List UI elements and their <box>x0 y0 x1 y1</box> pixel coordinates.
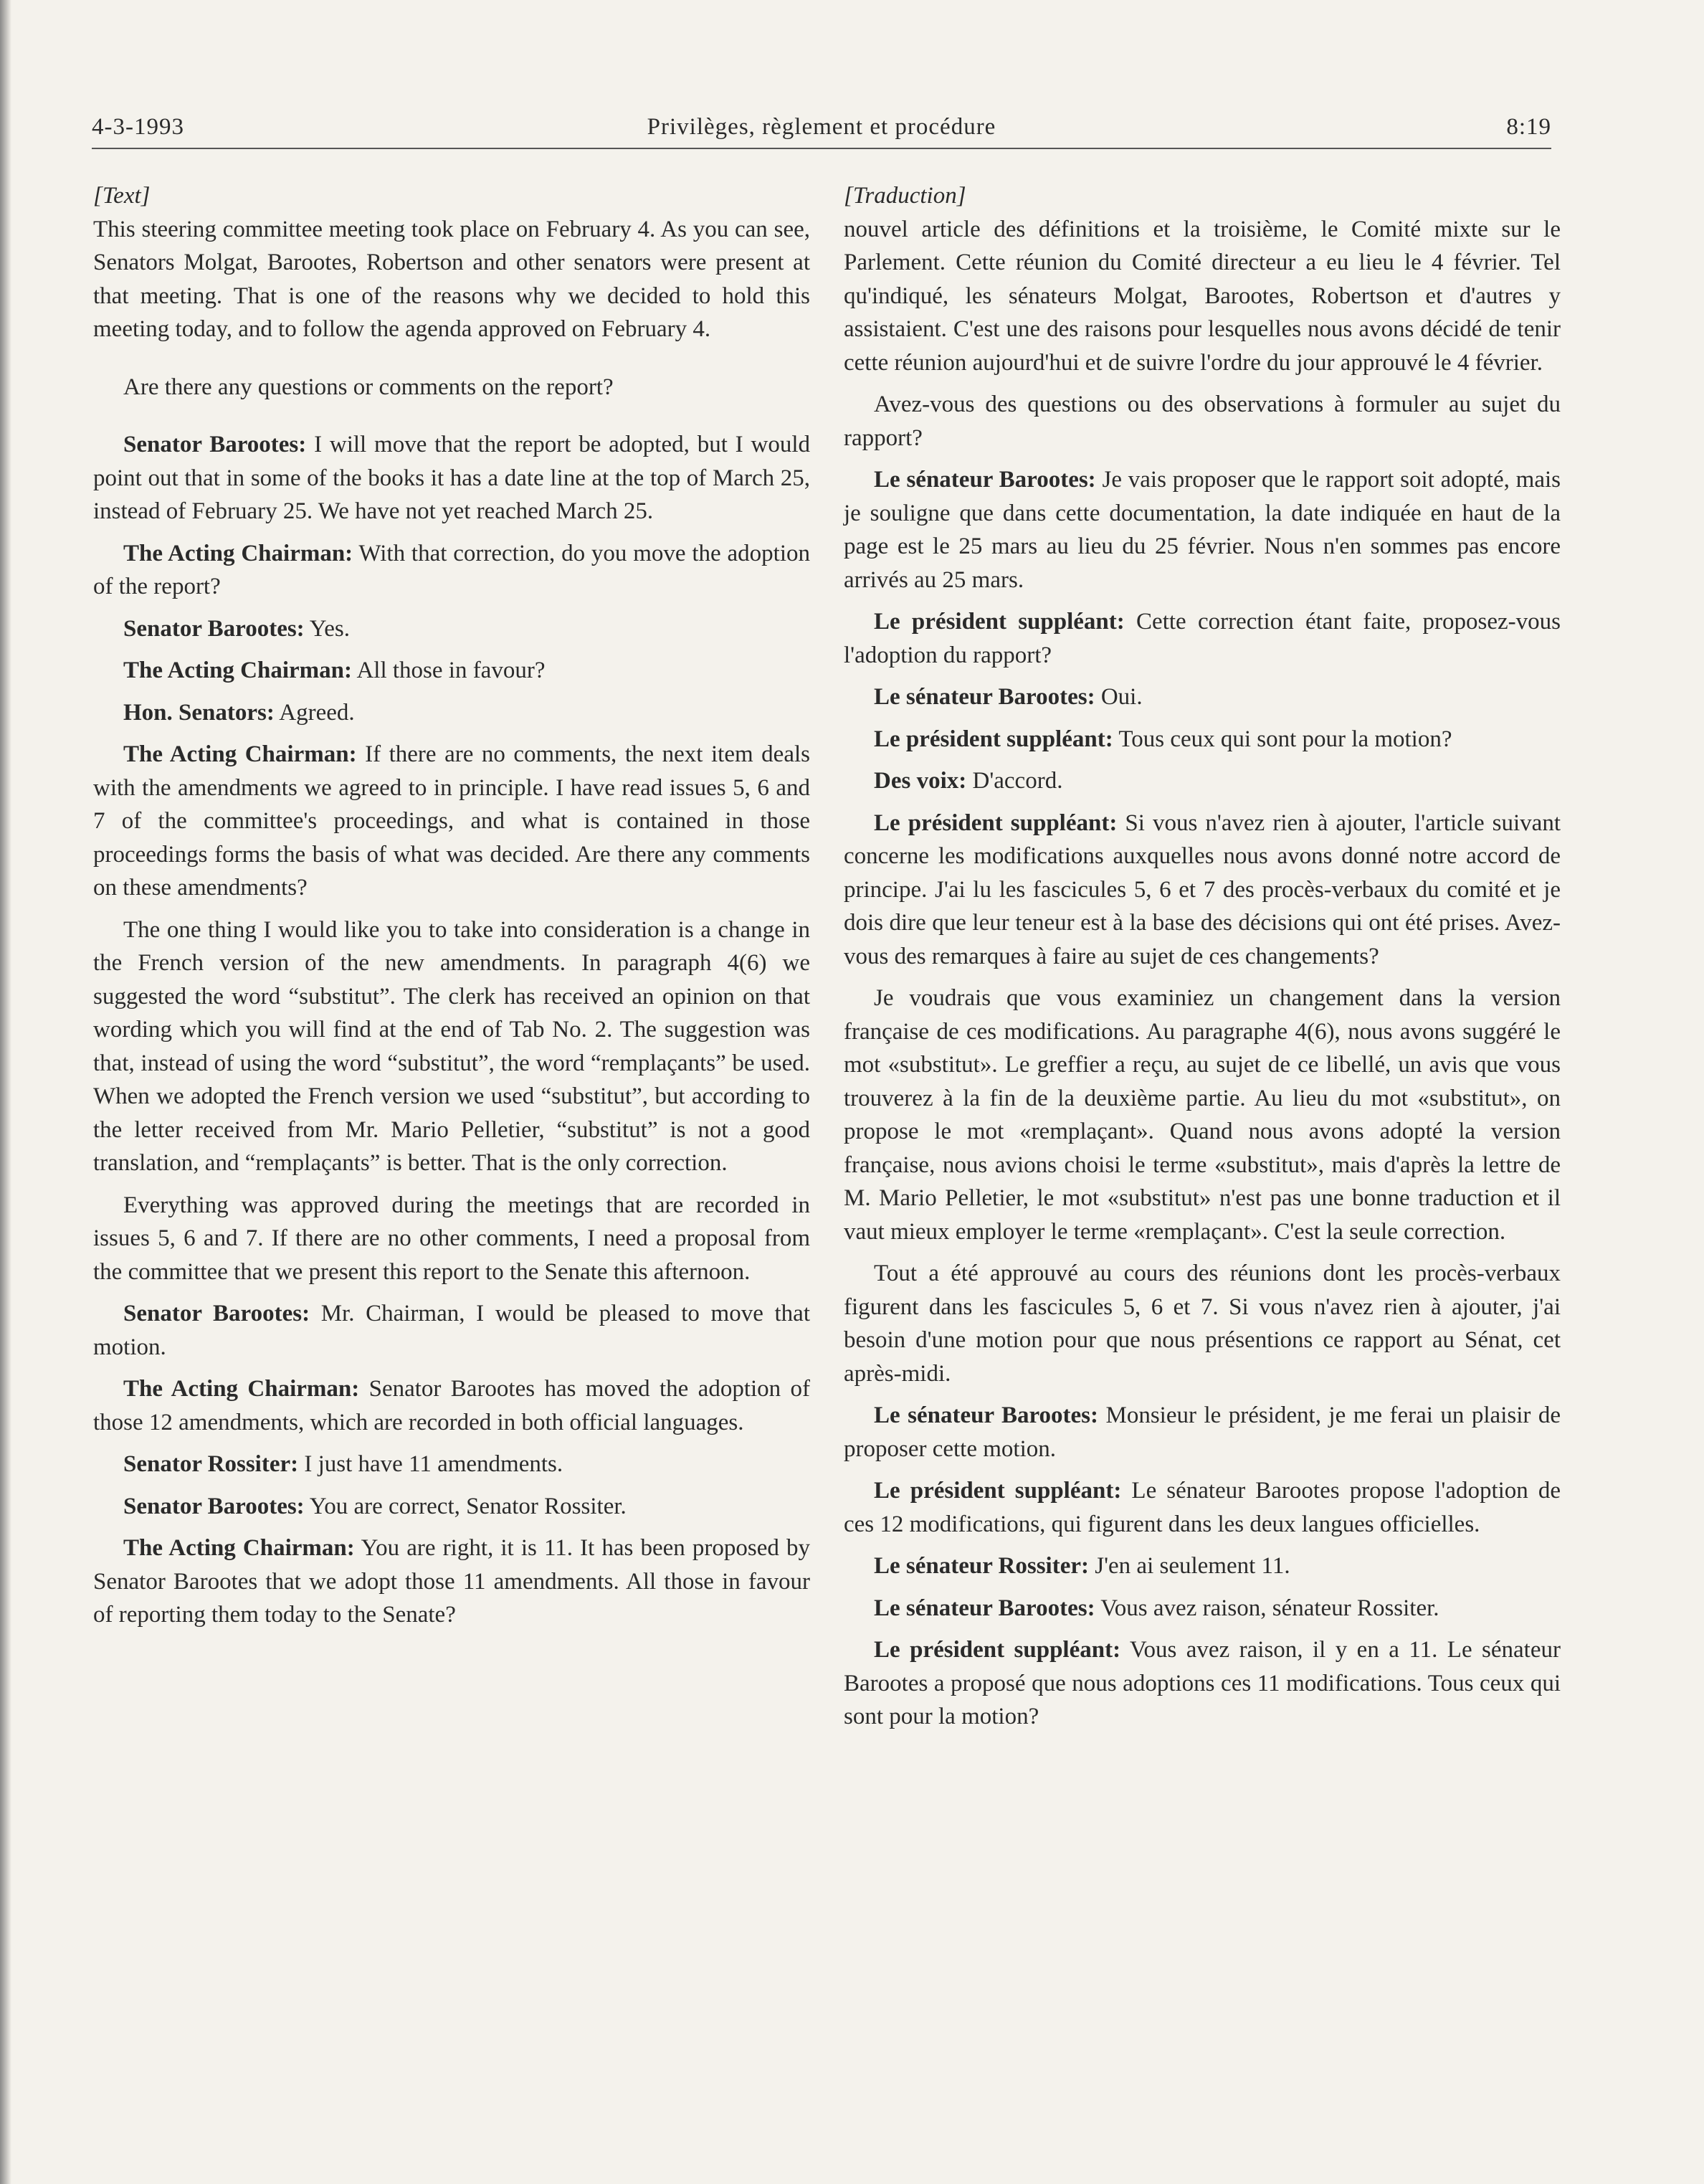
transcript-paragraph <box>93 913 810 1180</box>
speaker-name: Le sénateur Rossiter: <box>874 1553 1089 1579</box>
speaker-name: Senator Barootes: <box>123 615 305 642</box>
paragraph-text: With that correction, do you move the adoption of the report? <box>93 540 811 599</box>
transcript-paragraph <box>844 463 1561 597</box>
paragraph-text: Monsieur le président, je me ferai un plaisir de proposer cette motion. <box>844 1402 1561 1462</box>
transcript-paragraph <box>93 612 810 646</box>
transcript-paragraph <box>844 1474 1561 1541</box>
header-title: Privilèges, règlement et procédure <box>647 114 996 140</box>
column-tag: [Traduction] <box>844 183 966 209</box>
transcript-paragraph <box>844 1399 1561 1466</box>
transcript-paragraph <box>844 213 1561 380</box>
transcript-paragraph <box>844 680 1561 714</box>
speaker-name: The Acting Chairman: <box>123 1376 360 1402</box>
speaker-name: Senator Barootes: <box>123 1493 305 1519</box>
transcript-paragraph <box>844 1592 1561 1625</box>
transcript-paragraph <box>844 982 1561 1248</box>
speaker-name: Des voix: <box>874 768 967 794</box>
speaker-name: Le sénateur Barootes: <box>874 1402 1099 1428</box>
speaker-name: Le président suppléant: <box>874 1637 1121 1663</box>
paragraph-text: Agreed. <box>274 699 355 726</box>
paragraph-text: Senator Barootes has moved the adoption of those 12 amendments, which are recorded in both official languages. <box>93 1376 811 1435</box>
paragraph-text: nouvel article des définitions et la troisième, le Comité mixte sur le Parlement. Cette réunion du Comité directeur a eu lieu le 4 février. Tel qu'indiqué, les sénateurs Molgat, Barootes, Robertson et d'autres y assistaient. C'est une des raisons pour lesquelles nous avons décidé de tenir cette réunion aujourd'hui et de suivre l'ordre du jour approuvé le 4 février. <box>844 216 1561 376</box>
speaker-name: Le sénateur Barootes: <box>874 1595 1095 1621</box>
page-binding-shadow <box>0 0 11 2184</box>
speaker-name: Hon. Senators: <box>123 699 275 726</box>
transcript-paragraph <box>93 1532 810 1632</box>
paragraph-text: This steering committee meeting took place on February 4. As you can see, Senators Molgat, Barootes, Robertson and other senators were present at that meeting. That is one of the reasons why we decided to hold this meeting today, and to follow the agenda approved on February 4. <box>93 216 810 342</box>
english-paragraphs <box>93 213 810 1632</box>
paragraph-text: I just have 11 amendments. <box>298 1451 563 1477</box>
speaker-name: Le président suppléant: <box>874 609 1125 635</box>
paragraph-text: You are right, it is 11. It has been proposed by Senator Barootes that we adopt those 11 amendments. All those in favour of reporting them today to the Senate? <box>93 1535 810 1628</box>
paragraph-text: Vous avez raison, sénateur Rossiter. <box>1095 1595 1439 1621</box>
paragraph-text: I will move that the report be adopted, but I would point out that in some of the books it has a date line at the top of March 25, instead of February 25. We have not yet reached March 25. <box>93 432 810 524</box>
transcript-paragraph <box>93 1297 810 1364</box>
speaker-name: Senator Barootes: <box>123 1301 310 1326</box>
paragraph-text: Tous ceux qui sont pour la motion? <box>1113 726 1452 752</box>
speaker-name: Senator Barootes: <box>123 432 307 457</box>
transcript-paragraph <box>93 213 810 346</box>
transcript-paragraph <box>844 388 1561 455</box>
paragraph-text: The one thing I would like you to take into consideration is a change in the French version of the new amendments. In paragraph 4(6) we suggested the word “substitut”. The clerk has received an opinion on that wording which you will find at the end of Tab No. 2. The suggestion was that, instead of using the word “substitut”, the word “remplaçants” be used. When we adopted the French version we used “substitut”, but according to the letter received from Mr. Mario Pelletier, “substitut” is not a good translation, and “remplaçants” is better. That is the only correction. <box>93 916 810 1176</box>
page-number: 8:19 <box>1506 114 1551 140</box>
speaker-name: Le sénateur Barootes: <box>874 684 1095 710</box>
paragraph-text: Are there any questions or comments on the report? <box>123 374 614 400</box>
speaker-name: Le président suppléant: <box>874 1478 1122 1504</box>
paragraph-text: J'en ai seulement 11. <box>1089 1553 1290 1579</box>
transcript-paragraph <box>93 428 810 528</box>
paragraph-text: D'accord. <box>966 768 1063 794</box>
transcript-paragraph <box>93 654 810 688</box>
transcript-paragraph <box>93 1189 810 1289</box>
paragraph-text: Le sénateur Barootes propose l'adoption de ces 12 modifications, qui figurent dans les deux langues officielles. <box>844 1478 1561 1537</box>
transcript-paragraph <box>93 738 810 905</box>
transcript-paragraph <box>844 1257 1561 1390</box>
french-paragraphs <box>844 213 1561 1734</box>
paragraph-text: Avez-vous des questions ou des observations à formuler au sujet du rapport? <box>844 391 1561 451</box>
paragraph-text: Je voudrais que vous examiniez un changement dans la version française de ces modifications. Au paragraphe 4(6), nous avons suggéré le mot «substitut». Le greffier a reçu, au sujet de ce libellé, un avis que vous trouverez à la fin de la deuxième partie. Au lieu du mot «substitut», on propose le mot «remplaçant». Quand nous avons adopté la version française, nous avions choisi le terme «substitut», mais d'après la lettre de M. Mario Pelletier, le mot «substitut» n'est pas une bonne traduction et il vaut mieux employer le terme «remplaçant». C'est la seule correction. <box>844 985 1561 1245</box>
transcript-paragraph <box>93 1448 810 1481</box>
speaker-name: The Acting Chairman: <box>123 741 357 767</box>
running-header <box>92 105 1551 149</box>
transcript-paragraph <box>844 605 1561 672</box>
paragraph-text: Si vous n'avez rien à ajouter, l'article suivant concerne les modifications auxquelles nous avons donné notre accord de principe. J'ai lu les fascicules 5, 6 et 7 des procès-verbaux du comité et je dois dire que leur teneur est à la base des décisions qui ont été prises. Avez-vous des remarques à faire au sujet de ces changements? <box>844 809 1561 969</box>
paragraph-text: Everything was approved during the meetings that are recorded in issues 5, 6 and 7. If there are no other comments, I need a proposal from the committee that we present this report to the Senate this afternoon. <box>93 1192 810 1285</box>
transcript-paragraph <box>844 723 1561 756</box>
paragraph-text: All those in favour? <box>352 657 546 683</box>
transcript-paragraph <box>93 371 810 404</box>
paragraph-text: Tout a été approuvé au cours des réunions dont les procès-verbaux figurent dans les fascicules 5, 6 et 7. Si vous n'avez rien à ajouter, j'ai besoin d'une motion pour que nous présentions ce rapport au Sénat, cet après-midi. <box>844 1260 1561 1387</box>
speaker-name: Le président suppléant: <box>874 809 1118 836</box>
speaker-name: Senator Rossiter: <box>123 1451 299 1477</box>
paragraph-text: Cette correction étant faite, proposez-vous l'adoption du rapport? <box>844 609 1561 668</box>
transcript-paragraph <box>844 1549 1561 1583</box>
english-column <box>93 179 810 1641</box>
transcript-paragraph <box>844 807 1561 974</box>
transcript-paragraph <box>93 1372 810 1439</box>
speaker-name: The Acting Chairman: <box>123 540 353 566</box>
speaker-name: Le sénateur Barootes: <box>874 467 1096 493</box>
speaker-name: The Acting Chairman: <box>123 657 353 683</box>
paragraph-text: If there are no comments, the next item deals with the amendments we agreed to in principle. I have read issues 5, 6 and 7 of the committee's proceedings, and what is contained in those proceedings forms the basis of what was decided. Are there any comments on these amendments? <box>93 741 810 901</box>
paragraph-text: Yes. <box>304 615 350 642</box>
paragraph-text: Oui. <box>1095 684 1143 710</box>
column-tag: [Text] <box>93 183 151 209</box>
transcript-paragraph <box>844 764 1561 798</box>
speaker-name: Le président suppléant: <box>874 726 1113 752</box>
transcript-paragraph <box>93 696 810 730</box>
paragraph-text: Mr. Chairman, I would be pleased to move that motion. <box>93 1301 810 1360</box>
speaker-name: The Acting Chairman: <box>123 1535 355 1561</box>
transcript-paragraph <box>93 537 810 604</box>
paragraph-text: Je vais proposer que le rapport soit adopté, mais je souligne que dans cette documentation, la date indiquée en haut de la page est le 25 mars au lieu du 25 février. Nous n'en sommes pas encore arrivés au 25 mars. <box>844 467 1561 593</box>
header-date: 4-3-1993 <box>92 114 184 140</box>
transcript-paragraph <box>93 1490 810 1524</box>
french-column <box>844 179 1561 1742</box>
paragraph-text: You are correct, Senator Rossiter. <box>304 1493 627 1519</box>
paragraph-text: Vous avez raison, il y en a 11. Le sénateur Barootes a proposé que nous adoptions ces 11 modifications. Tous ceux qui sont pour la motion? <box>844 1637 1561 1729</box>
transcript-paragraph <box>844 1633 1561 1734</box>
